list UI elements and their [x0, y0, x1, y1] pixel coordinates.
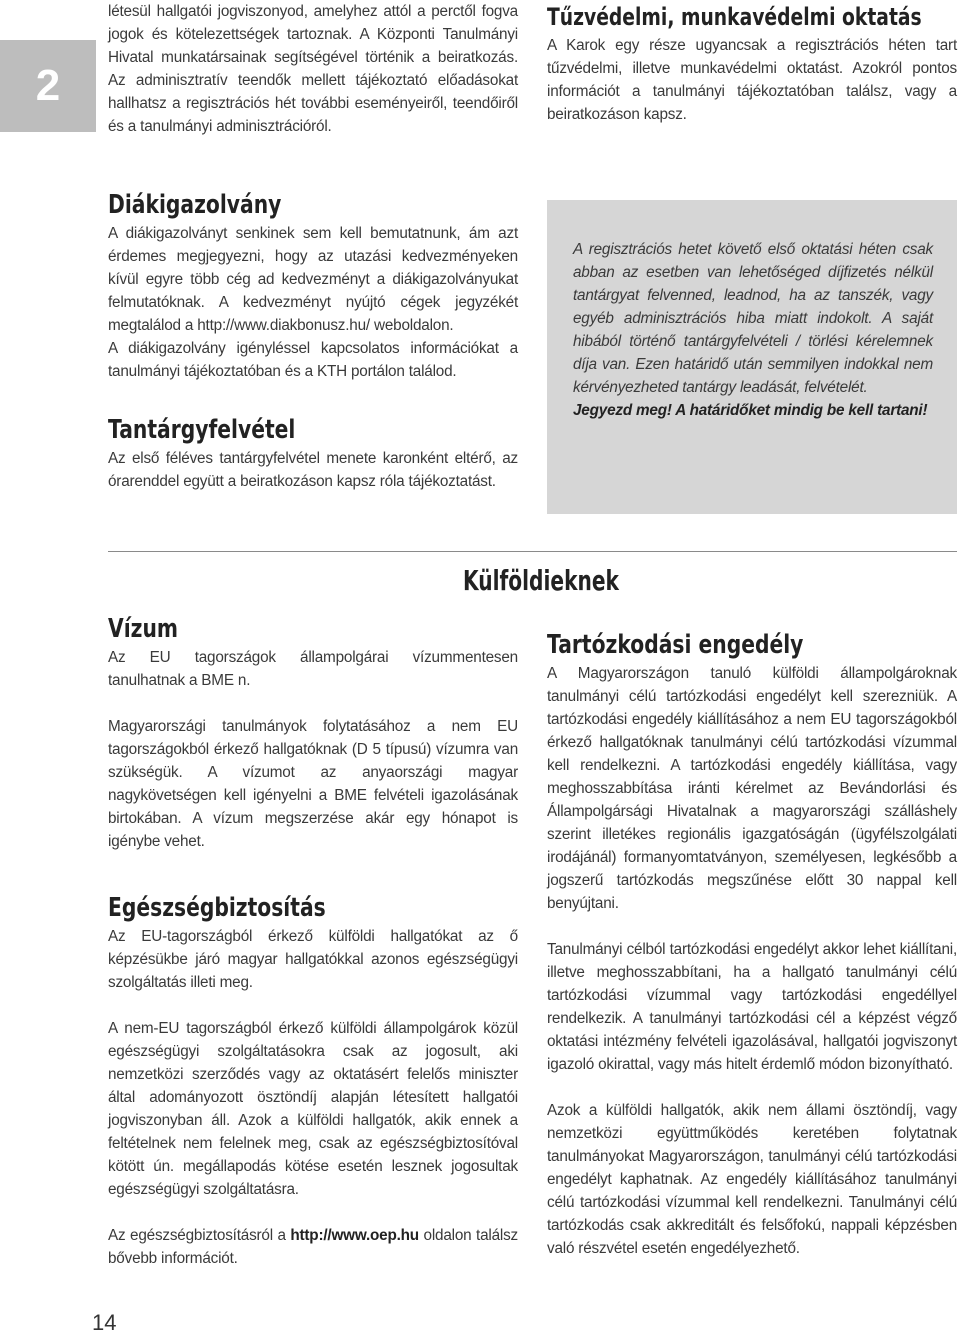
residence-permit-text-1: A Magyarországon tanuló külföldi állampolgároknak tanulmányi célú tartózkodási engedélyt kell szerezniük. A tartózkodási engedély kiállításához a nem EU tagországokból érkező hallgatóknak tanulmányi célú tartózkodási vízummal kell rendelkezni. A tartózkodási engedély kiállítása, vagy meghosszabbítása iránti kérelmet az Bevándorlási és Állampolgársági Hivatalnak a magyarországi szálláshely szerint illetékes regionális igazgatóságán (ügyfélszolgálati irodájánál) formanyomtatványon, személyesen, legkésőbb a jogszerű tartózkodás megszűnése előtt 30 nappal kell benyújtani. — [547, 665, 957, 912]
residence-permit-title: Tartózkodási engedély — [547, 630, 804, 660]
visa-title: Vízum — [108, 614, 179, 644]
chapter-tab: 2 — [0, 40, 96, 132]
intro-section — [108, 0, 518, 138]
page-number: 14 — [92, 1310, 117, 1335]
health-insurance-text-3-before: Az egészségbiztosításról a — [108, 1227, 291, 1244]
oep-link[interactable]: http://www.oep.hu — [290, 1227, 419, 1244]
student-id-text-1: A diákigazolványt senkinek sem kell bemutatnunk, ám azt érdemes megjegyezni, hogy az utazási kedvezményeken kívül egyre több cég ad kedvezményt a diákigazolványukat felmutatóknak. A kedvezményt nyújtó cégek jegyzékét megtalálod a http://www.diakbonusz.hu/ weboldalon. — [108, 225, 518, 334]
visa-section — [108, 612, 518, 1270]
fire-safety-title: Tűzvédelmi, munkavédelmi oktatás — [547, 3, 922, 31]
health-insurance-title: Egészségbiztosítás — [108, 893, 326, 923]
intro-text: létesül hallgatói jogviszonyod, amelyhez attól a perctől fogva jogok és kötelezettségek tartoznak. A Központi Tanulmányi Hivatal munkatársainak segítségével történik a beiratkozás. Az adminisztratív teendők mellett tájékoztató előadásokat hallhatsz a regisztrációs hét további eseményeiről, teendőiről és a tanulmányi adminisztrációról. — [108, 3, 518, 135]
visa-text-1: Az EU tagországok állampolgárai vízummentesen tanulhatnak a BME n. — [108, 649, 518, 689]
course-registration-text: Az első féléves tantárgyfelvétel menete karonként eltérő, az órarenddel együtt a beiratkozáson kapsz róla tájékoztatást. — [108, 450, 518, 490]
deadline-notice-box — [547, 200, 957, 514]
residence-permit-section — [547, 628, 957, 1260]
deadline-notice-emphasis: Jegyezd meg! A határidőket mindig be kell tartani! — [573, 402, 928, 419]
health-insurance-text-3 — [108, 1224, 518, 1270]
visa-text-2: Magyarországi tanulmányok folytatásához a nem EU tagországokból érkező hallgatóknak (D 5 típusú) vízumra van szükségük. A vízumot az anyaországi magyar nagykövetségen kell igényelni a BME felvételi igazolásának birtokában. A vízum megszerzése akár egy hónapot is igénybe vehet. — [108, 718, 518, 850]
course-registration-title: Tantárgyfelvétel — [108, 415, 296, 445]
health-insurance-text-3-after: oldalon találsz bővebb információt. — [108, 1227, 518, 1267]
foreigners-title: Külföldieknek — [463, 564, 619, 597]
health-insurance-text-2: A nem-EU tagországból érkező külföldi állampolgárok közül egészségügyi szolgáltatásokra csak az jogosult, aki nemzetközi szerződés vagy az oktatásért felelős miniszter által adományozott ösztöndíj alapján létesített hallgatói jogviszonyban áll. Azok a külföldi hallgatók, akik ennek a feltételnek nem felelnek meg, csak az egészségbiztosítóval kötött ún. megállapodás kötése esetén lesznek jogosultak egészségügyi szolgáltatásra. — [108, 1020, 518, 1198]
residence-permit-text-3: Azok a külföldi hallgatók, akik nem állami ösztöndíj, vagy nemzetközi együttműködés keretében folytatnak tanulmányokat Magyarországon, tanulmányi célú tartózkodási engedélyt kaphatnak. Az engedély kiállításához tanulmányi célú tartózkodási vízummal kell rendelkezni. Tanulmányi célú tartózkodás csak akkreditált és felsőfokú, nappali képzésben való részvétel esetén engedélyezhető. — [547, 1102, 957, 1257]
fire-safety-section — [547, 0, 957, 126]
student-id-section — [108, 188, 518, 493]
deadline-notice-text: A regisztrációs hetet követő első oktatási héten csak abban az esetben van lehetőséged díjfizetés nélkül tantárgyat felvenned, leadnod, ha az tanszék, vagy egyéb adminisztrációs hiba miatt indokolt. A saját hibából történő tantárgyfelvételi / törlési kérelemnek díja van. Ezen határidő után semmilyen indokkal nem kérvényezheted tantárgy leadását, felvételét. — [573, 241, 933, 396]
fire-safety-text: A Karok egy része ugyancsak a regisztrációs héten tart tűzvédelmi, illetve munkavédelmi oktatást. Azokról pontos információt a tanulmányi tájékoztatóban találsz, vagy a beiratkozáson kapsz. — [547, 37, 957, 123]
student-id-title: Diákigazolvány — [108, 190, 282, 220]
health-insurance-text-1: Az EU-tagországból érkező külföldi hallgatókat az ő képzésükbe járó magyar hallgatókkal azonos egészségügyi szolgáltatás illeti meg. — [108, 928, 518, 991]
section-divider — [108, 551, 957, 552]
residence-permit-text-2: Tanulmányi célból tartózkodási engedélyt akkor lehet kiállítani, illetve meghosszabbítani, ha a hallgató tanulmányi célú tartózkodási vízummal vagy tartózkodási engedéllyel rendelkezik. A tanulmányi tartózkodási cél a képzést végző oktatási intézmény felvételi igazolásával, hallgatói jogviszonyt igazoló okirattal, vagy más hitelt érdemlő módon bizonyítható. — [547, 941, 957, 1073]
student-id-text-2: A diákigazolvány igényléssel kapcsolatos információkat a tanulmányi tájékoztatóban és a KTH portálon találod. — [108, 340, 518, 380]
